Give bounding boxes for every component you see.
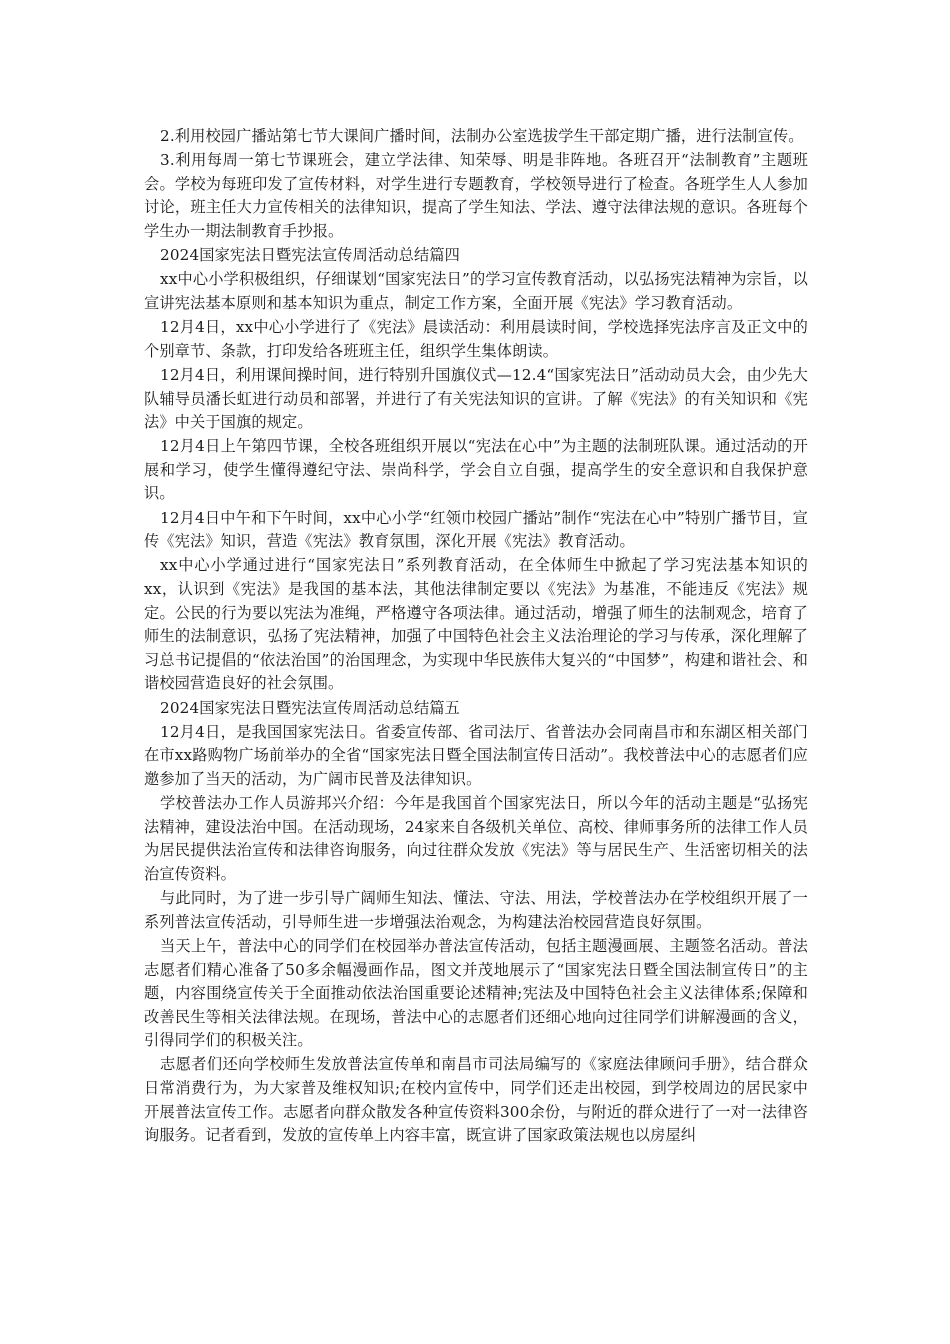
paragraph: 12月4日中午和下午时间，xx中心小学“红领巾校园广播站”制作“宪法在心中”特别广播节目，宣传《宪法》知识，营造《宪法》教育氛围，深化开展《宪法》教育活动。 [144, 508, 808, 551]
paragraph: 12月4日，是我国国家宪法日。省委宣传部、省司法厅、省普法办会同南昌市和东湖区相关部门在市xx路购物广场前举办的全省“国家宪法日暨全国法制宣传日活动”。我校普法中心的志愿者们应邀参加了当天的活动，为广阔市民普及法律知识。 [144, 722, 808, 788]
section-heading: 2024国家宪法日暨宪法宣传周活动总结篇五 [160, 698, 460, 717]
paragraph: 12月4日上午第四节课，全校各班组织开展以“宪法在心中”为主题的法制班队课。通过活动的开展和学习，使学生懂得遵纪守法、崇尚科学，学会自立自强，提高学生的安全意识和自我保护意识。 [144, 437, 808, 503]
paragraph: 与此同时，为了进一步引导广阔师生知法、懂法、守法、用法，学校普法办在学校组织开展了一系列普法宣传活动，引导师生进一步增强法治观念，为构建法治校园营造良好氛围。 [144, 889, 808, 931]
paragraph: 当天上午，普法中心的同学们在校园举办普法宣传活动，包括主题漫画展、主题签名活动。普法志愿者们精心准备了50多余幅漫画作品，图文并茂地展示了“国家宪法日暨全国法制宣传日”的主题，内容围绕宣传关于全面推动依法治国重要论述精神;宪法及中国特色社会主义法律体系;保障和改善民生等相关法律法规。在现场，普法中心的志愿者们还细心地向过往同学们讲解漫画的含义，引得同学们的积极关注。 [144, 936, 808, 1050]
paragraph: 12月4日，利用课间操时间，进行特别升国旗仪式—12.4“国家宪法日”活动动员大会，由少先大队辅导员潘长虹进行动员和部署，并进行了有关宪法知识的宣讲。了解《宪法》的有关知识和《宪法》中关于国旗的规定。 [144, 365, 808, 432]
paragraph: 3.利用每周一第七节课班会，建立学法律、知荣辱、明是非阵地。各班召开“法制教育”主题班会。学校为每班印发了宣传材料，对学生进行专题教育，学校领导进行了检查。各班学生人人参加讨论，班主任大力宣传相关的法律知识，提高了学生知法、学法、遵守法律法规的意识。各班每个学生办一期法制教育手抄报。 [144, 151, 808, 240]
paragraph: 12月4日，xx中心小学进行了《宪法》晨读活动：利用晨读时间，学校选择宪法序言及正文中的个别章节、条款，打印发给各班班主任，组织学生集体朗读。 [144, 318, 808, 360]
paragraph: xx中心小学通过进行“国家宪法日”系列教育活动，在全体师生中掀起了学习宪法基本知识的xx，认识到《宪法》是我国的基本法，其他法律制定要以《宪法》为基准，不能违反《宪法》规定。公民的行为要以宪法为准绳，严格遵守各项法律。通过活动，增强了师生的法制观念，培育了师生的法制意识，弘扬了宪法精神，加强了中国特色社会主义法治理论的学习与传承，深化理解了习总书记提倡的“依法治国”的治国理念，为实现中华民族伟大复兴的“中国梦”，构建和谐社会、和谐校园营造良好的社会氛围。 [144, 556, 808, 693]
paragraph: xx中心小学积极组织，仔细谋划“国家宪法日”的学习宣传教育活动，以弘扬宪法精神为宗旨，以宣讲宪法基本原则和基本知识为重点，制定工作方案，全面开展《宪法》学习教育活动。 [144, 270, 808, 312]
document-page [144, 125, 808, 1148]
section-heading: 2024国家宪法日暨宪法宣传周活动总结篇四 [160, 246, 460, 265]
paragraph: 2.利用校园广播站第七节大课间广播时间，法制办公室选拔学生干部定期广播，进行法制宣传。 [160, 127, 804, 145]
paragraph: 学校普法办工作人员游邦兴介绍：今年是我国首个国家宪法日，所以今年的活动主题是“弘扬宪法精神，建设法治中国。在活动现场，24家来自各级机关单位、高校、律师事务所的法律工作人员为居民提供法治宣传和法律咨询服务，向过往群众发放《宪法》等与居民生产、生活密切相关的法治宣传资料。 [144, 794, 808, 883]
paragraph: 志愿者们还向学校师生发放普法宣传单和南昌市司法局编写的《家庭法律顾问手册》，结合群众日常消费行为，为大家普及维权知识;在校内宣传中，同学们还走出校园，到学校周边的居民家中开展普法宣传工作。志愿者向群众散发各种宣传资料300余份，与附近的群众进行了一对一法律咨询服务。记者看到，发放的宣传单上内容丰富，既宣讲了国家政策法规也以房屋纠 [144, 1055, 808, 1145]
